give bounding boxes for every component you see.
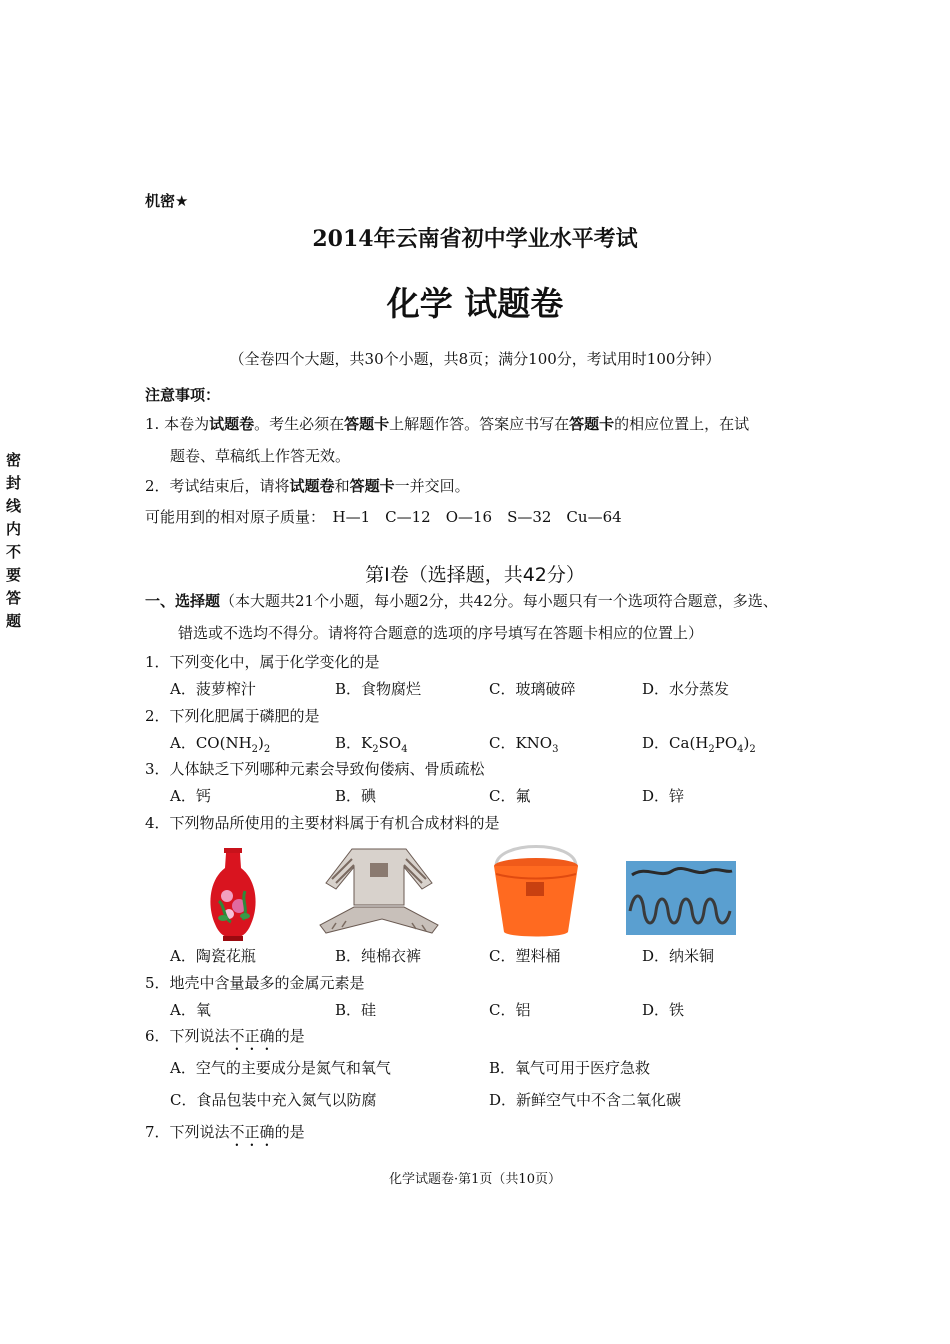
q4-option-d: D．纳米铜 [642, 947, 715, 965]
notice-text: 1. 本卷为 [145, 415, 210, 433]
q6-option-b: B．氧气可用于医疗急救 [489, 1059, 651, 1077]
q3-option-b: B．碘 [335, 787, 377, 805]
notice-emphasis: 答题卡 [344, 415, 390, 433]
q4-option-c: C．塑料桶 [489, 947, 561, 965]
q2-option-d: D．$Ca(H_2PO_4)_2$ [642, 734, 756, 755]
part-header [145, 590, 778, 611]
q1-option-b: B．食物腐烂 [335, 680, 422, 698]
stem-text: 的是 [274, 1027, 305, 1045]
q1-option-d: D．水分蒸发 [642, 680, 730, 698]
question-1-stem: 1．下列变化中，属于化学变化的是 [145, 653, 380, 671]
q5-option-c: C．铝 [489, 1001, 531, 1019]
q6-option-a: A．空气的主要成分是氮气和氧气 [170, 1059, 391, 1077]
secret-mark: 机密★ [145, 192, 189, 210]
q5-option-b: B．硅 [335, 1001, 377, 1019]
question-5-stem: 5．地壳中含量最多的金属元素是 [145, 974, 365, 992]
atomic-mass-line: 可能用到的相对原子质量： H—1 C—12 O—16 S—32 Cu—64 [145, 508, 622, 526]
q4-option-b: B．纯棉衣裤 [335, 947, 422, 965]
part-label: 一、选择题 [145, 592, 221, 610]
q6-option-c: C．食品包装中充入氮气以防腐 [170, 1091, 377, 1109]
q3-option-d: D．锌 [642, 787, 685, 805]
q3-option-c: C．氟 [489, 787, 531, 805]
notice-text: 和 [334, 477, 350, 495]
q4-option-a: A．陶瓷花瓶 [170, 947, 256, 965]
q2-option-c: C．$KNO_3$ [489, 734, 559, 755]
q6-option-d: D．新鲜空气中不含二氧化碳 [489, 1091, 682, 1109]
emphasis-text: 不正确 [229, 1123, 275, 1141]
cotton-clothes-image [312, 845, 446, 939]
q1-option-c: C．玻璃破碎 [489, 680, 576, 698]
vase-image [205, 846, 261, 942]
notice-emphasis: 试题卷 [289, 477, 335, 495]
notice-emphasis: 答题卡 [569, 415, 615, 433]
question-4-stem: 4．下列物品所使用的主要材料属于有机合成材料的是 [145, 814, 500, 832]
section-title: 第Ⅰ卷（选择题，共42分） [365, 564, 585, 586]
notice-item-1-line2: 题卷、草稿纸上作答无效。 [170, 447, 351, 465]
stem-text: 6．下列说法 [145, 1027, 230, 1045]
q1-option-a: A．菠萝榨汁 [170, 680, 256, 698]
notice-heading: 注意事项： [145, 386, 221, 404]
exam-title: 2014年云南省初中学业水平考试 [312, 226, 638, 252]
question-3-stem: 3．人体缺乏下列哪种元素会导致佝偻病、骨质疏松 [145, 760, 485, 778]
notice-text: 。考生必须在 [254, 415, 345, 433]
plastic-bucket-image [488, 844, 584, 938]
notice-text: 一并交回。 [394, 477, 470, 495]
part-desc-line2: 错选或不选均不得分。请将符合题意的选项的序号填写在答题卡相应的位置上） [178, 624, 704, 642]
notice-text: 上解题作答。答案应书写在 [389, 415, 570, 433]
q3-option-a: A．钙 [170, 787, 211, 805]
question-2-stem: 2．下列化肥属于磷肥的是 [145, 707, 320, 725]
question-6-stem [145, 1025, 305, 1054]
question-7-stem [145, 1121, 305, 1150]
notice-item-2 [145, 475, 470, 496]
nano-copper-image [626, 861, 736, 935]
notice-emphasis: 答题卡 [349, 477, 395, 495]
q2-option-b: B．$K_2SO_4$ [335, 734, 408, 755]
notice-text: 的相应位置上，在试 [614, 415, 750, 433]
part-desc: （本大题共21个小题，每小题2分，共42分。每小题只有一个选项符合题意，多选、 [220, 592, 778, 610]
notice-emphasis: 试题卷 [209, 415, 255, 433]
stem-text: 7．下列说法 [145, 1123, 230, 1141]
stem-text: 的是 [274, 1123, 305, 1141]
seal-line-note: 密封线内不要答题 [4, 452, 22, 636]
emphasis-text: 不正确 [229, 1027, 275, 1045]
paper-title: 化学 试题卷 [386, 284, 564, 323]
notice-text: 2．考试结束后，请将 [145, 477, 290, 495]
q5-option-d: D．铁 [642, 1001, 685, 1019]
q2-option-a: A．$CO(NH_2)_2$ [170, 734, 271, 755]
page-footer: 化学试题卷·第1页（共10页） [389, 1172, 561, 1187]
notice-item-1 [145, 413, 749, 434]
q5-option-a: A．氧 [170, 1001, 211, 1019]
exam-info: （全卷四个大题，共30个小题，共8页；满分100分，考试用时100分钟） [229, 350, 721, 368]
